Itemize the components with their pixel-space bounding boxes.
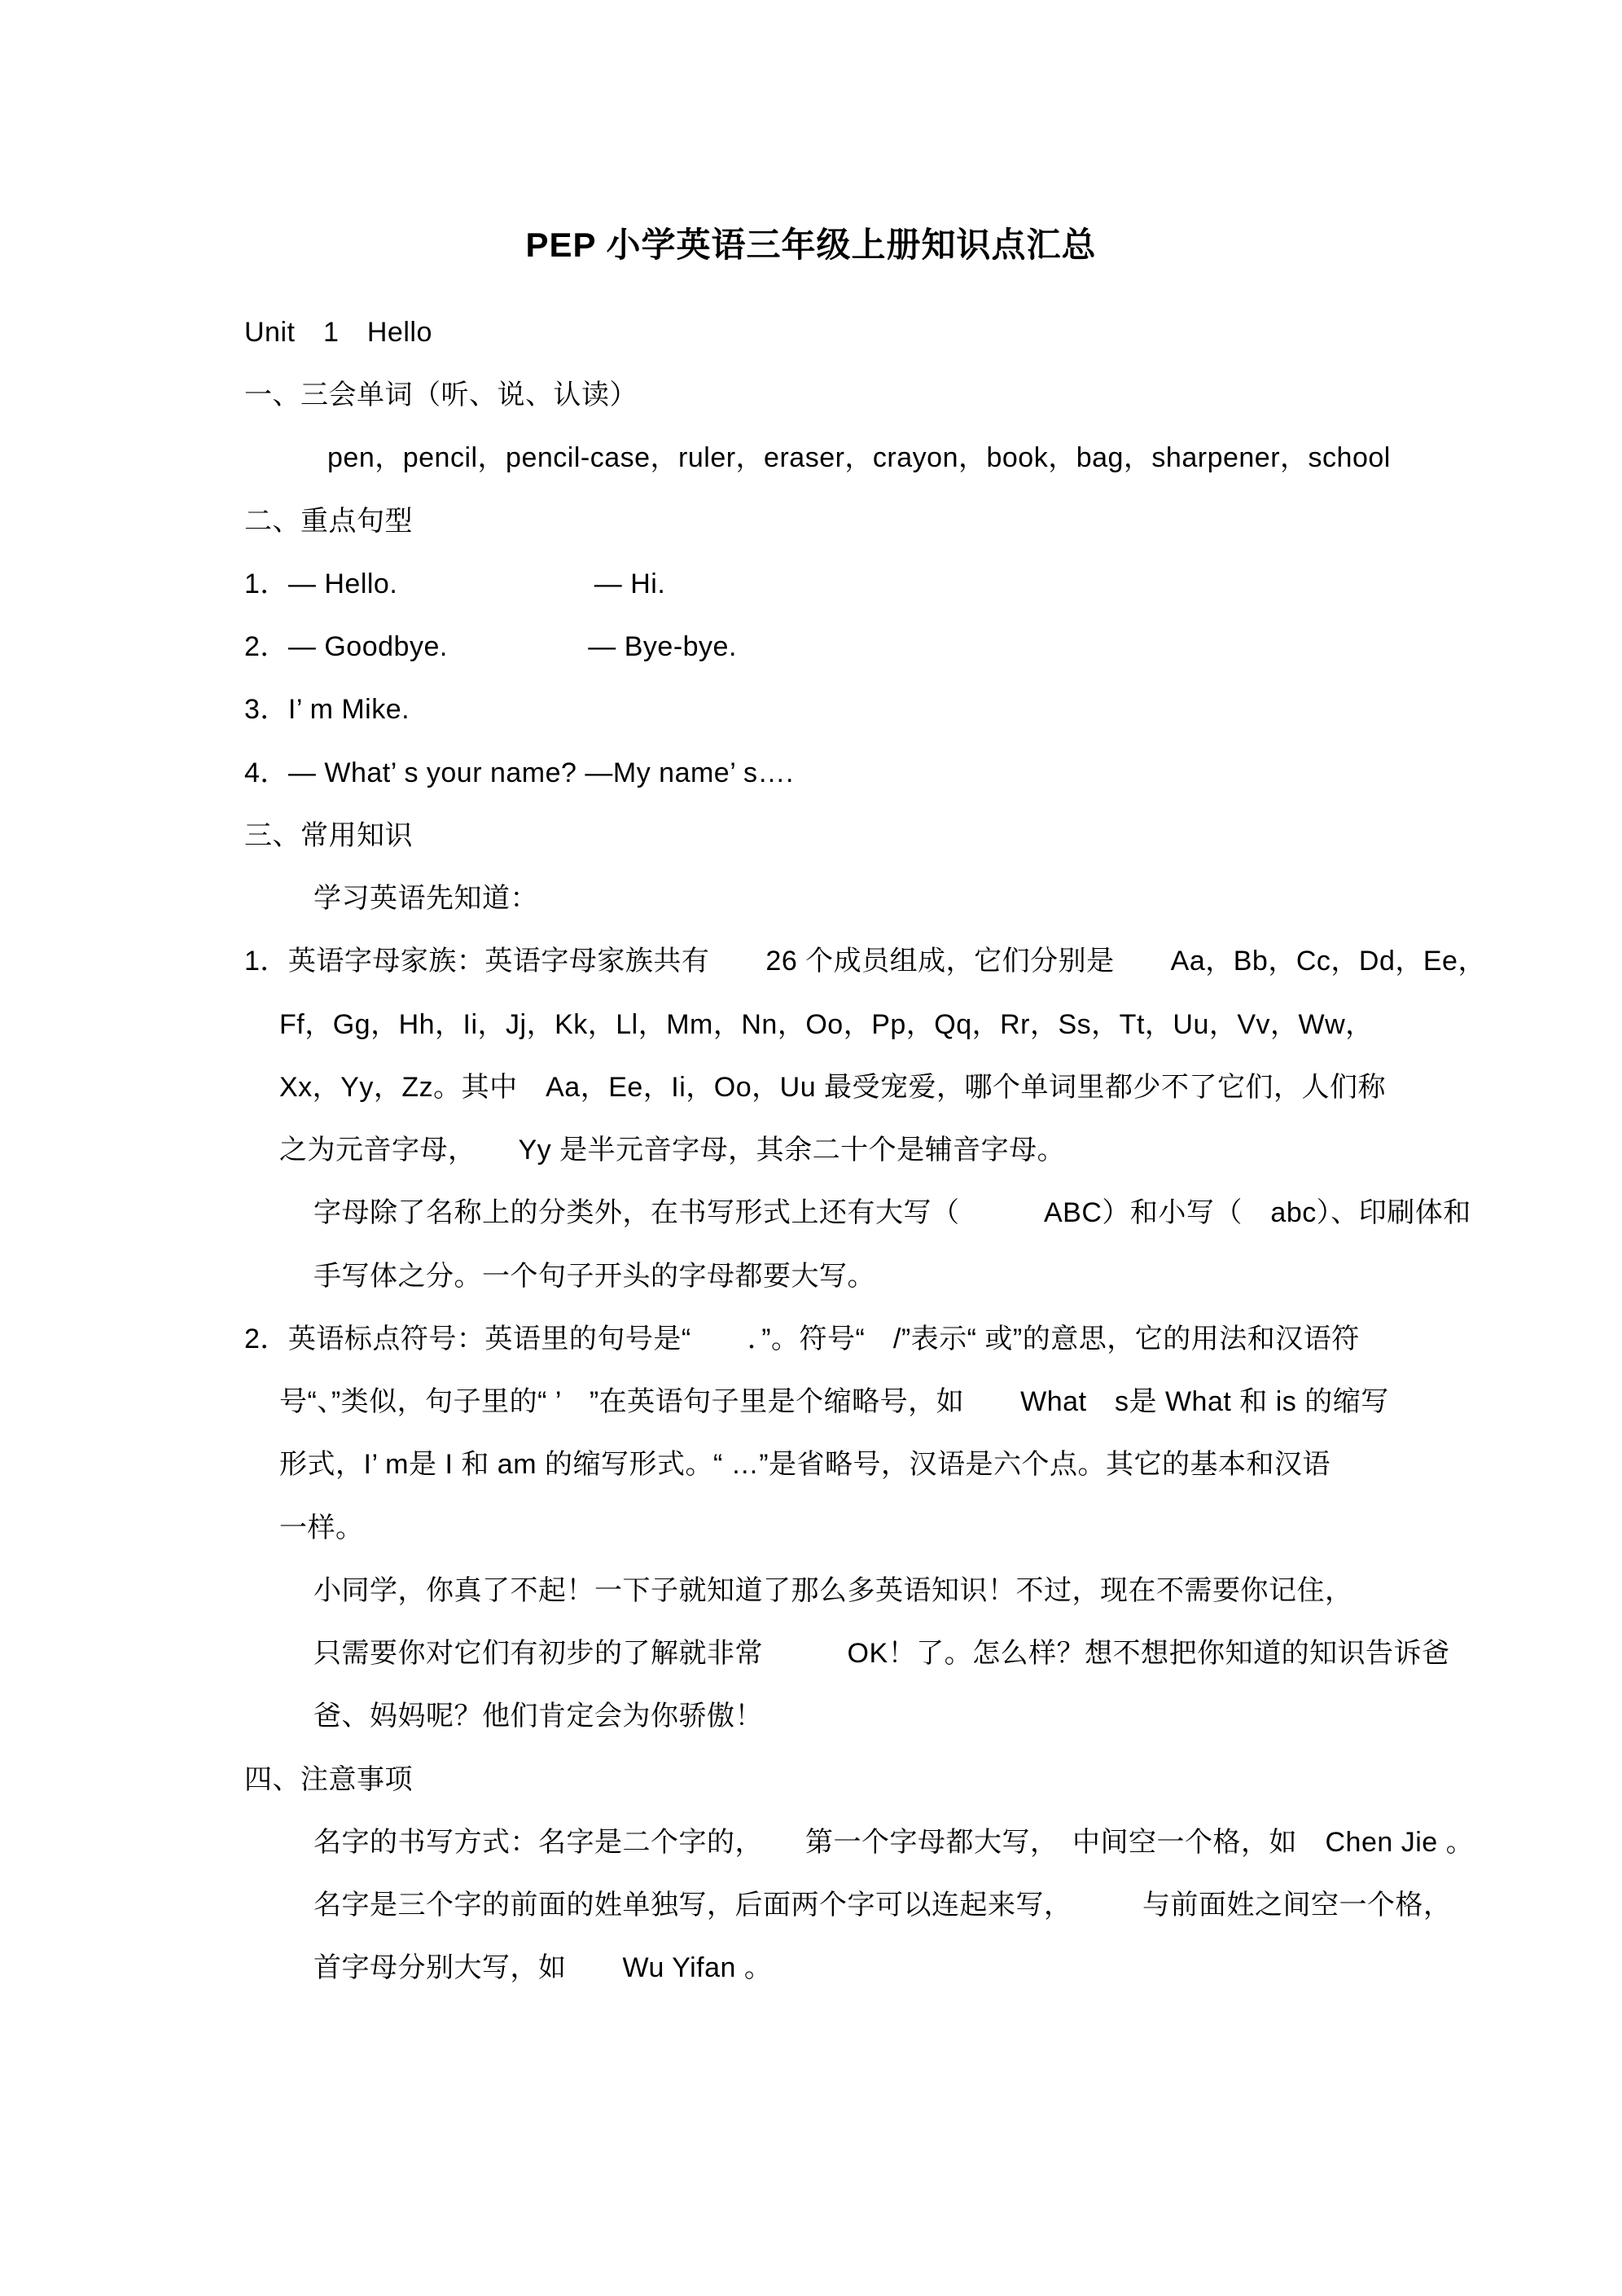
line-encourage-3: 爸、妈妈呢？他们肯定会为你骄傲！ [313, 1701, 763, 1732]
line-sentence-4: 4．— What’ s your name? —My name’ s…. [244, 757, 794, 788]
line-section-heading-1: 一、三会单词（听、说、认读） [244, 380, 638, 410]
line-section-heading-4: 四、注意事项 [244, 1764, 413, 1795]
line-note-3: 首字母分别大写，如 Wu Yifan 。 [313, 1952, 773, 1983]
line-section-heading-3: 三、常用知识 [244, 820, 413, 851]
line-sentence-3: 3．I’ m Mike. [244, 694, 410, 725]
line-alphabet-2: Ff，Gg，Hh，Ii，Jj，Kk，Ll，Mm，Nn，Oo，Pp，Qq，Rr，Ss，Tt，Uu，Vv，Ww， [279, 1009, 1374, 1040]
line-note-2: 名字是三个字的前面的姓单独写，后面两个字可以连起来写， 与前面姓之间空一个格， [313, 1890, 1452, 1921]
line-sentence-1: 1．— Hello. — Hi. [244, 569, 666, 599]
line-section-heading-2: 二、重点句型 [244, 506, 413, 537]
line-punctuation-1: 2．英语标点符号：英语里的句号是“ ．”。符号“ /”表示“ 或”的意思，它的用法和汉语符 [244, 1324, 1360, 1354]
line-encourage-1: 小同学，你真了不起！一下子就知道了那么多英语知识！不过，现在不需要你记住， [313, 1575, 1353, 1606]
line-alphabet-6: 手写体之分。一个句子开头的字母都要大写。 [313, 1261, 875, 1292]
line-unit-heading: Unit 1 Hello [244, 317, 432, 348]
line-intro: 学习英语先知道： [313, 883, 538, 914]
line-punctuation-4: 一样。 [279, 1512, 364, 1543]
line-alphabet-3: Xx，Yy，Zz。其中 Aa，Ee，Ii，Oo，Uu 最受宠爱，哪个单词里都少不了它们，人们称 [279, 1072, 1387, 1103]
doc-title: PEP 小学英语三年级上册知识点汇总 [525, 226, 1097, 264]
line-encourage-2: 只需要你对它们有初步的了解就非常 OK！了。怎么样？想不想把你知道的知识告诉爸 [313, 1638, 1450, 1669]
line-word-list: pen，pencil，pencil-case，ruler，eraser，crayon，book，bag，sharpener，school [327, 442, 1391, 473]
line-sentence-2: 2．— Goodbye. — Bye-bye. [244, 631, 737, 662]
line-punctuation-3: 形式，I’ m是 I 和 am 的缩写形式。“ …”是省略号，汉语是六个点。其它的基本和汉语 [279, 1449, 1331, 1480]
line-alphabet-4: 之为元音字母， Yy 是半元音字母，其余二十个是辅音字母。 [279, 1135, 1066, 1166]
line-note-1: 名字的书写方式：名字是二个字的， 第一个字母都大写， 中间空一个格，如 Chen Jie 。 [313, 1827, 1475, 1858]
line-alphabet-1: 1．英语字母家族：英语字母家族共有 26 个成员组成，它们分别是 Aa，Bb，Cc，Dd，Ee， [244, 946, 1486, 977]
line-punctuation-2: 号“、”类似，句子里的“ ’ ”在英语句子里是个缩略号，如 What s是 What 和 is 的缩写 [279, 1386, 1389, 1417]
line-alphabet-5: 字母除了名称上的分类外，在书写形式上还有大写（ ABC）和小写（ abc）、印刷体和 [313, 1197, 1471, 1228]
